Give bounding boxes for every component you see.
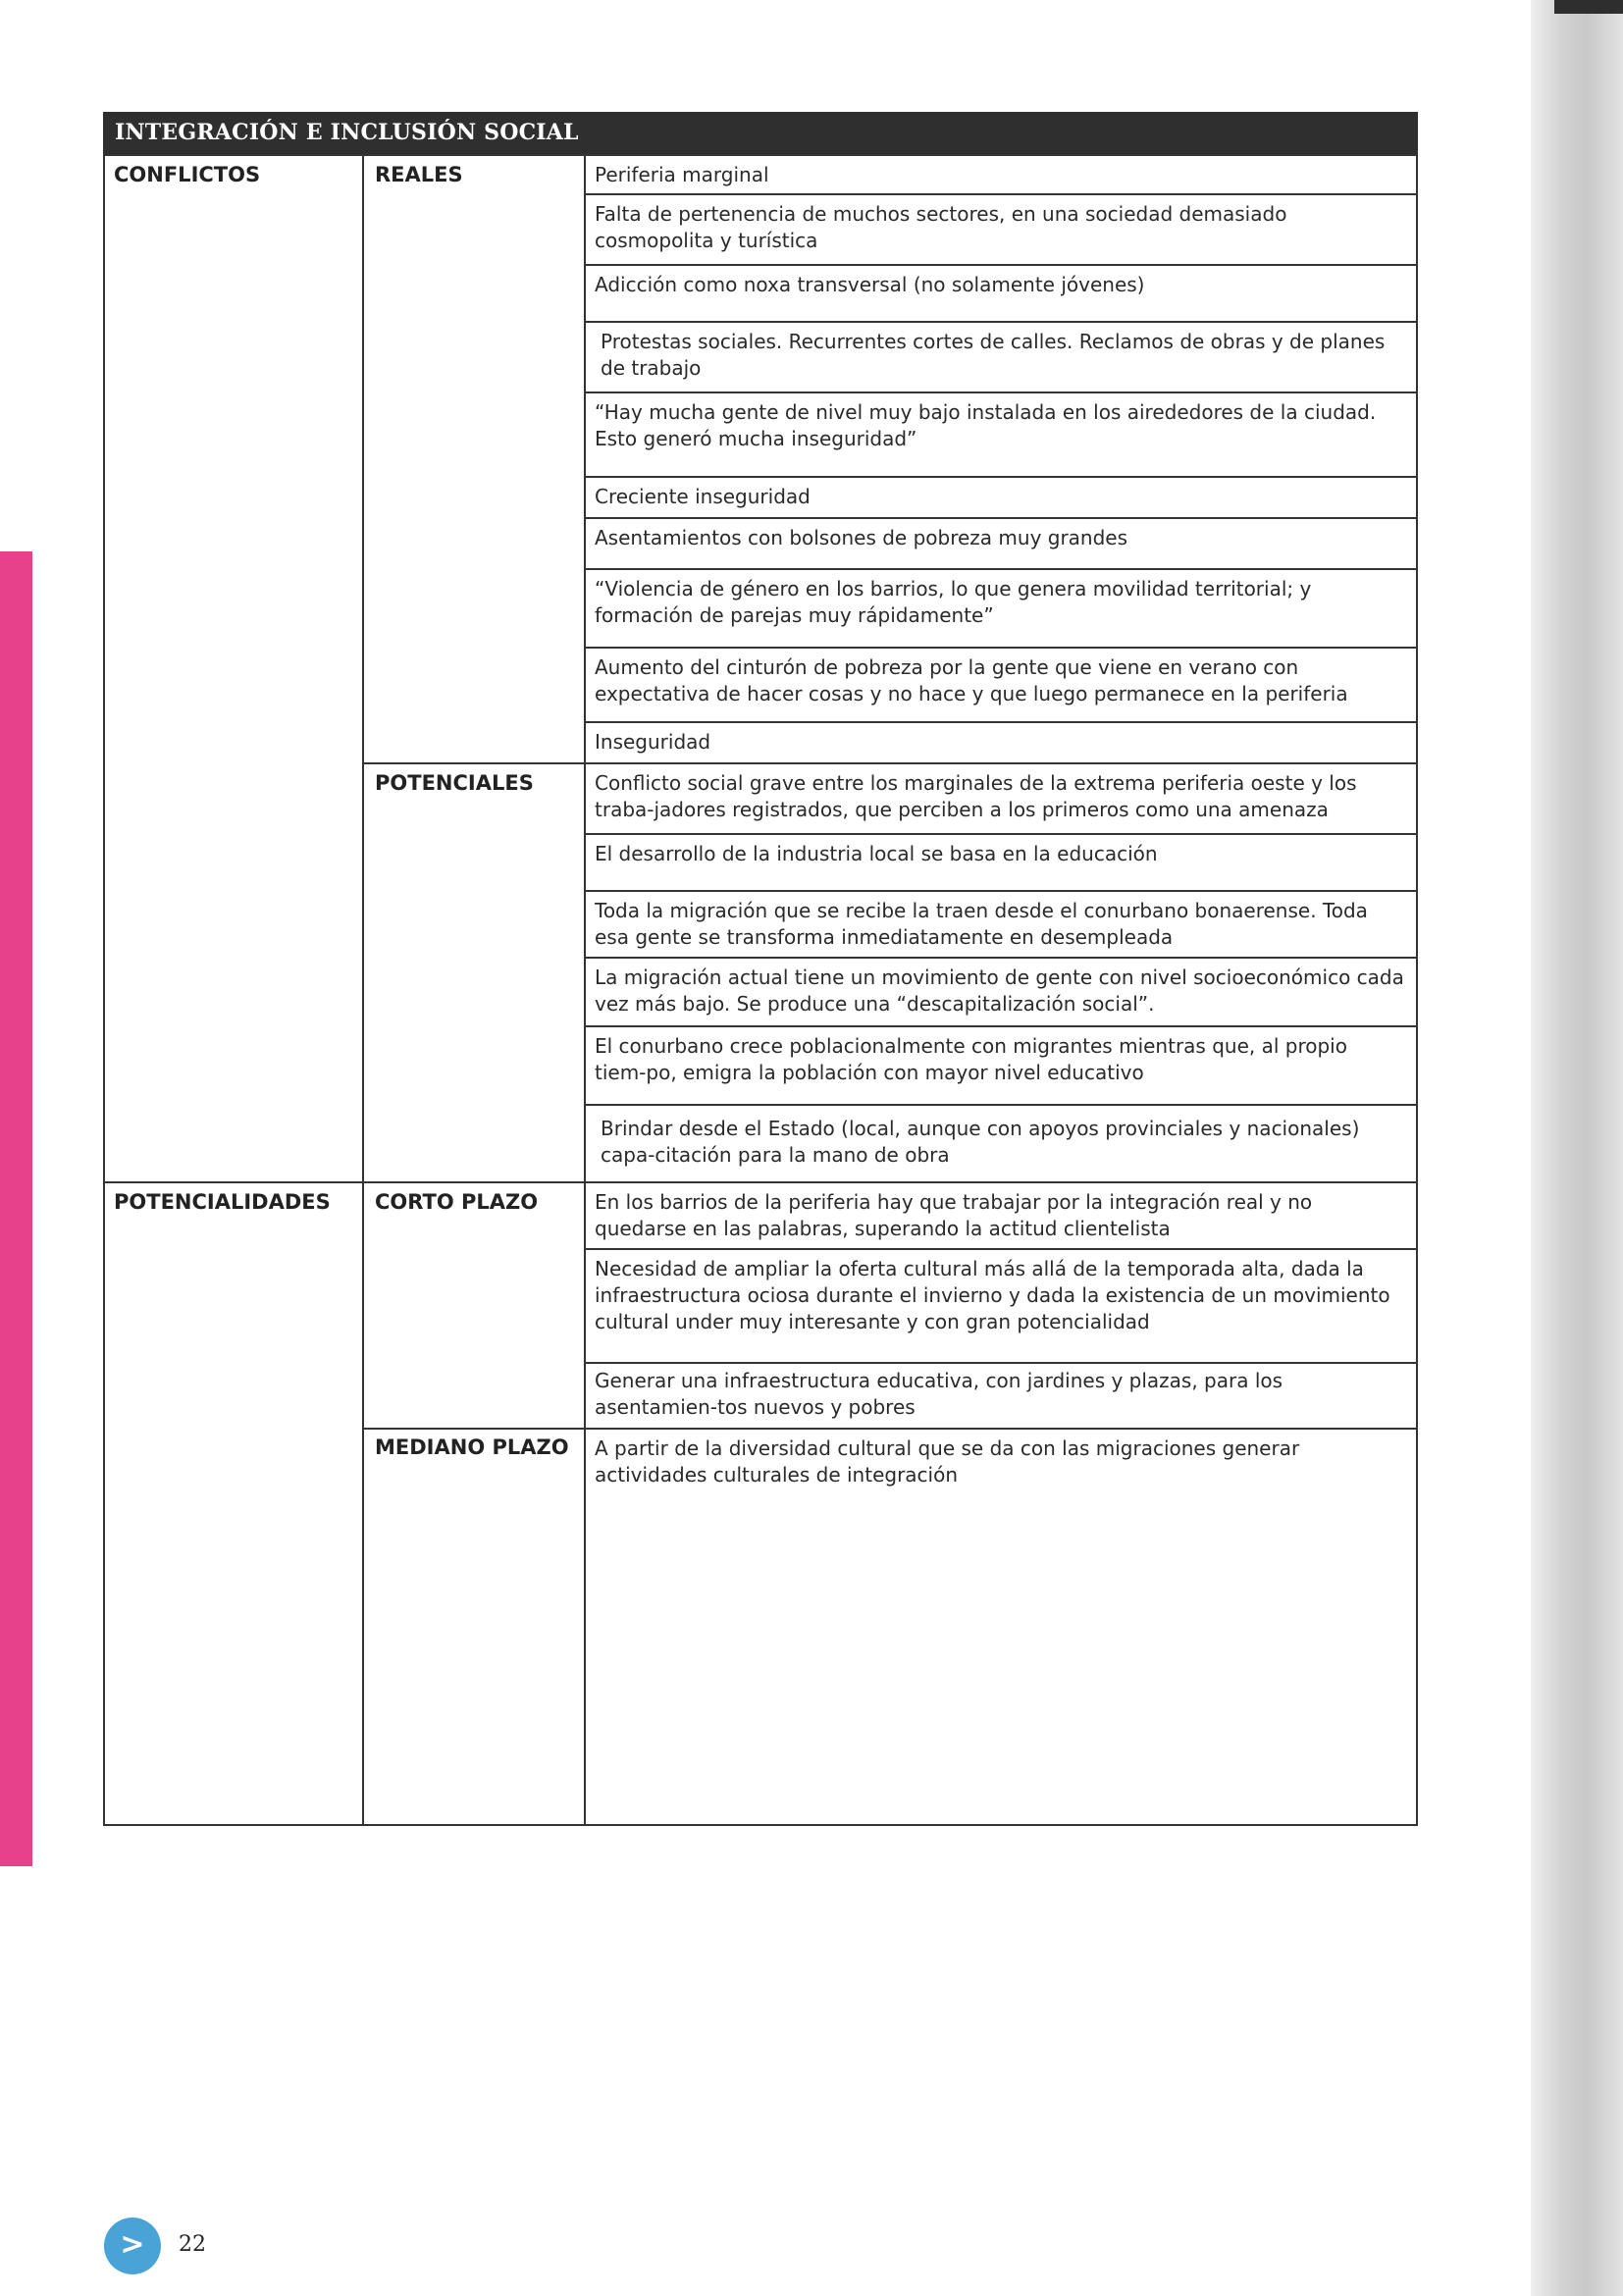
table-cell-mediano-plazo-1: A partir de la diversidad cultural que se da con las migraciones generar actividades culturales de integración (595, 1436, 1300, 1487)
table-cell-corto-plazo-1: En los barrios de la periferia hay que trabajar por la integración real y no quedarse en las palabras, superando la actitud clientelista (585, 1183, 1418, 1250)
side-accent-bar (0, 551, 32, 1866)
table-cell-reales-5: “Hay mucha gente de nivel muy bajo instalada en los airededores de la ciudad. Esto generó mucha inseguridad” (585, 393, 1418, 478)
page-edge-shadow (1531, 0, 1623, 2296)
table-cell-potenciales-6: Brindar desde el Estado (local, aunque con apoyos provinciales y nacionales) capa-citación para la mano de obra (585, 1106, 1418, 1183)
table-cell-reales-10: Inseguridad (585, 723, 1418, 764)
table-cell-potenciales-3: Toda la migración que se recibe la traen desde el conurbano bonaerense. Toda esa gente se transforma inmediatamente en desempleada (585, 892, 1418, 959)
table-cell-corto-plazo-2: Necesidad de ampliar la oferta cultural más allá de la temporada alta, dada la infraestructura ociosa durante el invierno y dada la existencia de un movimiento cultural under muy interesante y con gran potencialidad (585, 1250, 1418, 1364)
table-title: INTEGRACIÓN E INCLUSIÓN SOCIAL (103, 112, 1418, 154)
table-cell-potenciales-1: Conflicto social grave entre los marginales de la extrema periferia oeste y los traba-jadores registrados, que perciben a los primeros como una amenaza (585, 764, 1418, 835)
table-cell-potenciales-4: La migración actual tiene un movimiento de gente con nivel socioeconómico cada vez más bajo. Se produce una “descapitalización social”. (585, 959, 1418, 1027)
page-number: 22 (179, 2232, 206, 2257)
section-label-potencialidades: POTENCIALIDADES (114, 1190, 331, 1214)
table-cell-potenciales-2: El desarrollo de la industria local se basa en la educación (585, 835, 1418, 892)
table-cell-reales-2: Falta de pertenencia de muchos sectores, en una sociedad demasiado cosmopolita y turística (585, 195, 1418, 266)
table-cell-potenciales-5: El conurbano crece poblacionalmente con migrantes mientras que, al propio tiem-po, emigra la población con mayor nivel educativo (585, 1027, 1418, 1106)
subsection-label-potenciales: POTENCIALES (375, 771, 534, 795)
table-cell-reales-7: Asentamientos con bolsones de pobreza muy grandes (585, 519, 1418, 570)
subsection-label-mediano-plazo: MEDIANO PLAZO (375, 1435, 569, 1459)
subsection-label-corto-plazo: CORTO PLAZO (375, 1190, 539, 1214)
column-divider-1 (362, 154, 364, 1826)
table-cell-reales-4: Protestas sociales. Recurrentes cortes de calles. Reclamos de obras y de planes de trabajo (585, 323, 1418, 393)
table-cell-reales-1: Periferia marginal (585, 156, 1418, 195)
subsection-label-reales: REALES (375, 163, 463, 186)
table-cell-reales-9: Aumento del cinturón de pobreza por la gente que viene en verano con expectativa de hacer cosas y no hace y que luego permanece en la periferia (585, 649, 1418, 723)
section-label-conflictos: CONFLICTOS (114, 163, 261, 186)
next-arrow-icon[interactable]: > (104, 2218, 161, 2274)
table-cell-corto-plazo-3: Generar una infraestructura educativa, con jardines y plazas, para los asentamien-tos nuevos y pobres (585, 1364, 1418, 1430)
table-cell-reales-3: Adicción como noxa transversal (no solamente jóvenes) (585, 266, 1418, 323)
table-cell-reales-8: “Violencia de género en los barrios, lo que genera movilidad territorial; y formación de parejas muy rápidamente” (585, 570, 1418, 649)
table-cell-reales-6: Creciente inseguridad (585, 478, 1418, 519)
page-edge-dark-corner (1554, 0, 1623, 14)
